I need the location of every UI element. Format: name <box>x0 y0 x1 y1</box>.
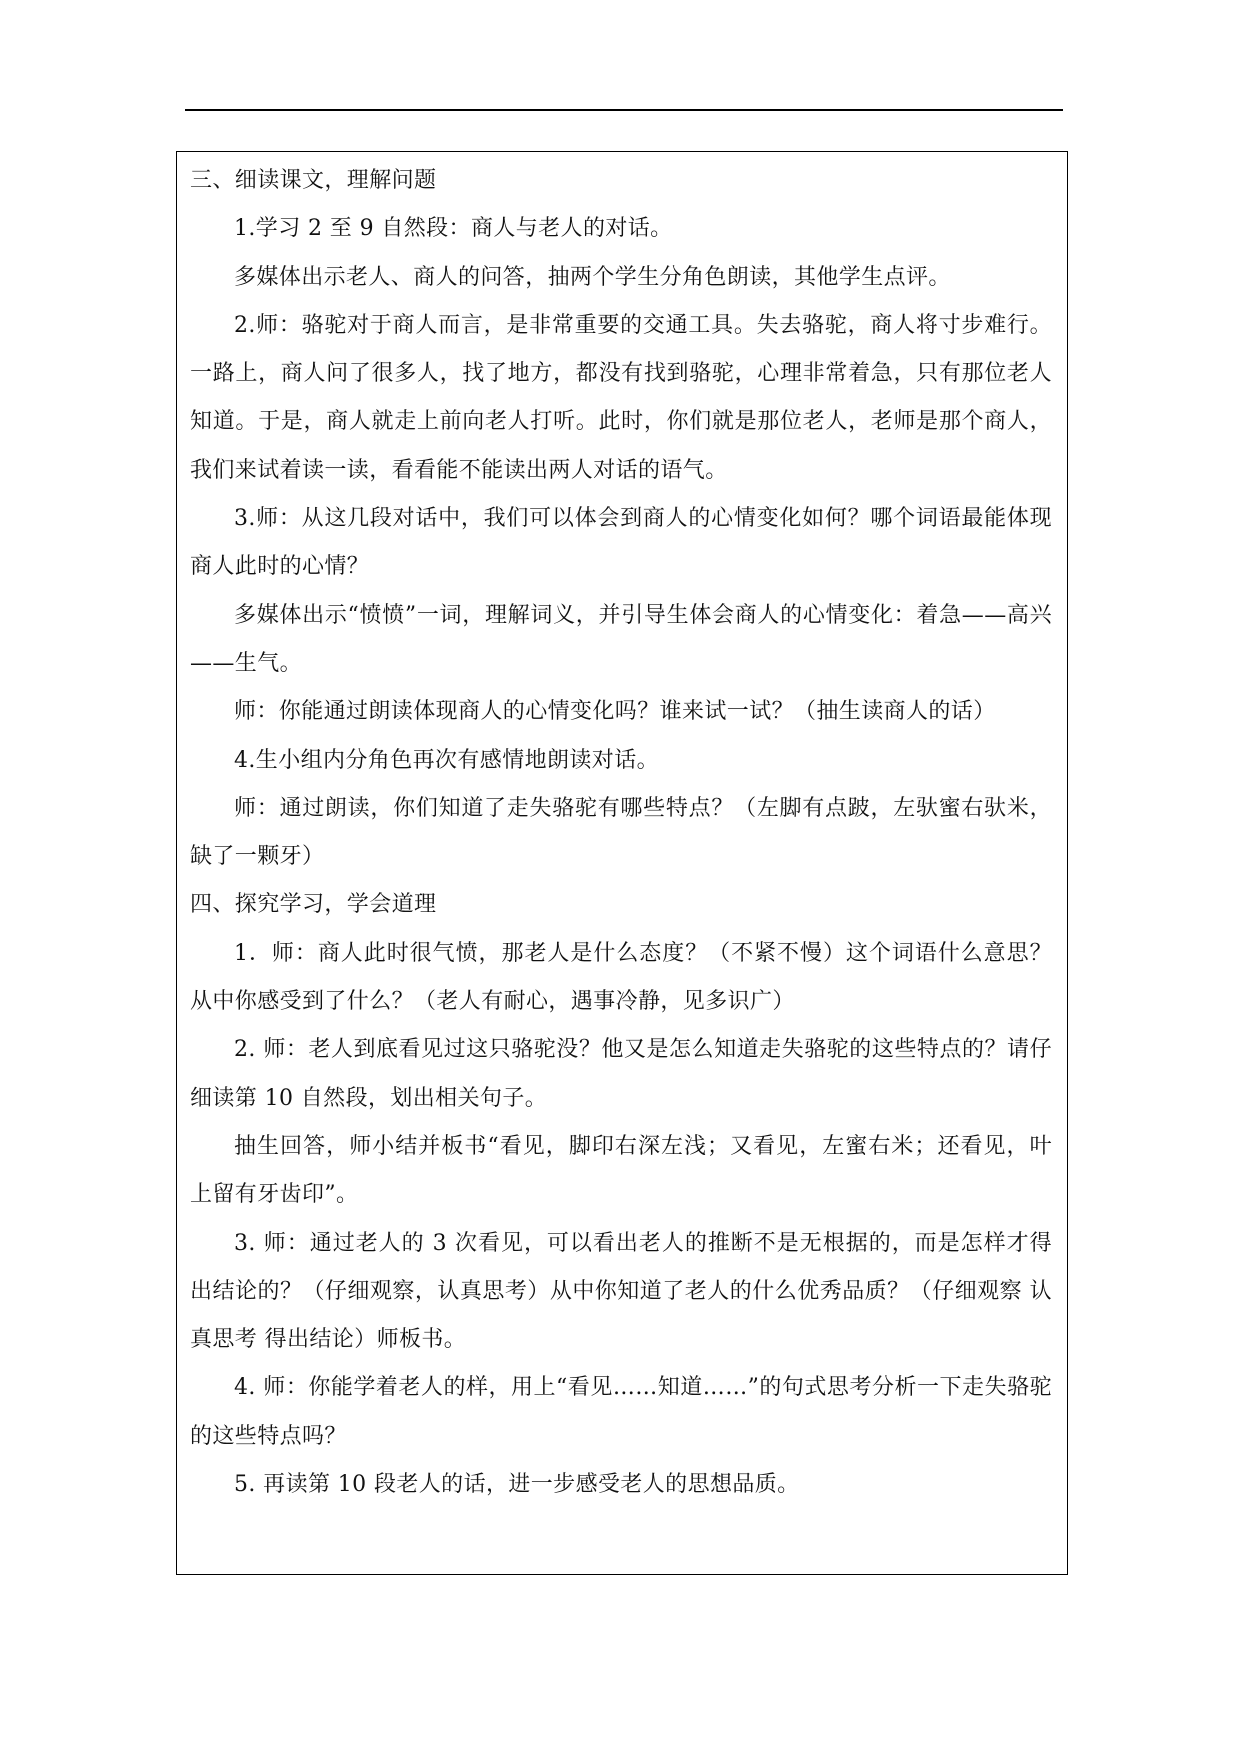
paragraph: 5. 再读第 10 段老人的话，进一步感受老人的思想品质。 <box>234 1472 800 1498</box>
paragraph: 1．师：商人此时很气愤，那老人是什么态度？（不紧不慢）这个词语什么意思？从中你感受到了什么？（老人有耐心，遇事冷静，见多识广） <box>190 940 1052 1015</box>
paragraph: 4. 师：你能学着老人的样，用上“看见……知道……”的句式思考分析一下走失骆驼的这些特点吗？ <box>190 1375 1052 1449</box>
paragraph: 多媒体出示老人、商人的问答，抽两个学生分角色朗读，其他学生点评。 <box>234 264 951 290</box>
paragraph: 2.师：骆驼对于商人而言，是非常重要的交通工具。失去骆驼，商人将寸步难行。一路上，商人问了很多人，找了地方，都没有找到骆驼，心理非常着急，只有那位老人知道。于是，商人就走上前向老人打听。此时，你们就是那位老人，老师是那个商人，我们来试着读一读，看看能不能读出两人对话的语气。 <box>190 312 1052 483</box>
paragraph: 3. 师：通过老人的 3 次看见，可以看出老人的推断不是无根据的，而是怎样才得出结论的？（仔细观察，认真思考）从中你知道了老人的什么优秀品质？（仔细观察 认真思考 得出结论）师板书。 <box>190 1230 1052 1353</box>
header-rule <box>185 109 1063 111</box>
paragraph: 2. 师：老人到底看见过这只骆驼没？他又是怎么知道走失骆驼的这些特点的？请仔细读第 10 自然段，划出相关句子。 <box>190 1037 1052 1111</box>
lesson-content <box>190 157 1052 1509</box>
paragraph: 师：你能通过朗读体现商人的心情变化吗？谁来试一试？（抽生读商人的话） <box>234 699 996 725</box>
paragraph: 抽生回答，师小结并板书“看见，脚印右深左浅；又看见，左蜜右米；还看见，叶上留有牙齿印”。 <box>190 1133 1052 1208</box>
section-heading: 三、细读课文，理解问题 <box>190 168 437 193</box>
paragraph: 1.学习 2 至 9 自然段：商人与老人的对话。 <box>234 216 673 242</box>
paragraph: 师：通过朗读，你们知道了走失骆驼有哪些特点？（左脚有点跛，左驮蜜右驮米，缺了一颗牙） <box>190 795 1052 870</box>
paragraph: 4.生小组内分角色再次有感情地朗读对话。 <box>234 747 659 773</box>
paragraph: 3.师：从这几段对话中，我们可以体会到商人的心情变化如何？哪个词语最能体现商人此时的心情？ <box>190 506 1052 580</box>
section-heading: 四、探究学习，学会道理 <box>190 892 437 918</box>
paragraph: 多媒体出示“愤愤”一词，理解词义，并引导生体会商人的心情变化：着急——高兴——生气。 <box>190 602 1052 676</box>
